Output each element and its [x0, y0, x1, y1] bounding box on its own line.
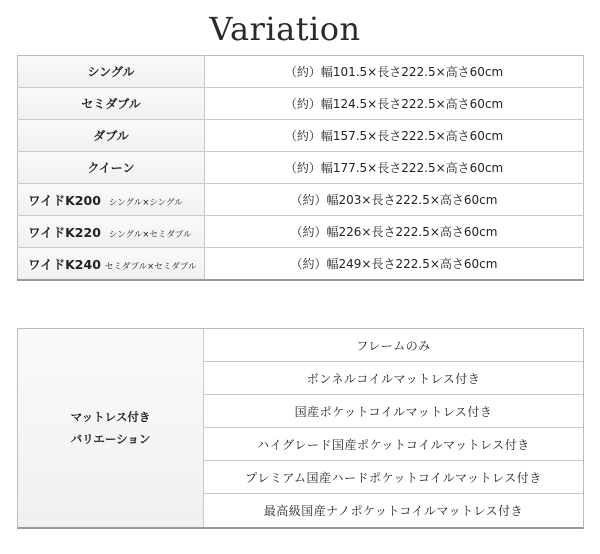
- size-composition: シングル×セミダブル: [108, 229, 192, 240]
- size-dimensions: （約）幅249×長さ222.5×高さ60cm: [290, 257, 498, 271]
- table-row: [18, 56, 584, 88]
- size-name: クイーン: [18, 152, 205, 184]
- mattress-option: 国産ポケットコイルマットレス付き: [204, 395, 583, 428]
- size-name: ワイドK220: [28, 224, 101, 240]
- size-name: シングル: [18, 56, 205, 88]
- size-name: ワイドK200: [28, 192, 101, 208]
- size-dimensions: （約）幅157.5×長さ222.5×高さ60cm: [205, 120, 584, 152]
- size-dimensions: （約）幅124.5×長さ222.5×高さ60cm: [205, 88, 584, 120]
- mattress-option: 最高級国産ナノポケットコイルマットレス付き: [263, 504, 524, 518]
- size-name: ワイドK240: [28, 256, 101, 272]
- table-row: [18, 184, 584, 216]
- size-composition: セミダブル×セミダブル: [104, 261, 197, 272]
- size-table: [17, 55, 584, 281]
- table-row: [18, 120, 584, 152]
- mattress-option: ボンネルコイルマットレス付き: [204, 362, 583, 395]
- table-row: [18, 248, 584, 281]
- mattress-option: プレミアム国産ハードポケットコイルマットレス付き: [204, 461, 583, 494]
- mattress-variation-table: [17, 328, 584, 529]
- mattress-option: ハイグレード国産ポケットコイルマットレス付き: [204, 428, 583, 461]
- size-composition: シングル×シングル: [108, 197, 183, 208]
- table-row: [18, 88, 584, 120]
- size-name-cell: [18, 248, 205, 281]
- mattress-options: [204, 329, 583, 527]
- size-name-cell: [18, 216, 205, 248]
- size-dimensions: （約）幅203×長さ222.5×高さ60cm: [205, 184, 584, 216]
- size-dimensions: （約）幅226×長さ222.5×高さ60cm: [205, 216, 584, 248]
- page-title: Variation: [209, 10, 361, 48]
- size-name: ダブル: [18, 120, 205, 152]
- label-line: バリエーション: [70, 432, 151, 446]
- table-row: [18, 216, 584, 248]
- size-dimensions: （約）幅177.5×長さ222.5×高さ60cm: [205, 152, 584, 184]
- mattress-variation-label: [18, 329, 204, 527]
- table-row: [18, 152, 584, 184]
- size-dimensions: （約）幅101.5×長さ222.5×高さ60cm: [205, 56, 584, 88]
- size-name: セミダブル: [18, 88, 205, 120]
- label-line: マットレス付き: [70, 410, 151, 424]
- mattress-option: フレームのみ: [204, 329, 583, 362]
- size-name-cell: [18, 184, 205, 216]
